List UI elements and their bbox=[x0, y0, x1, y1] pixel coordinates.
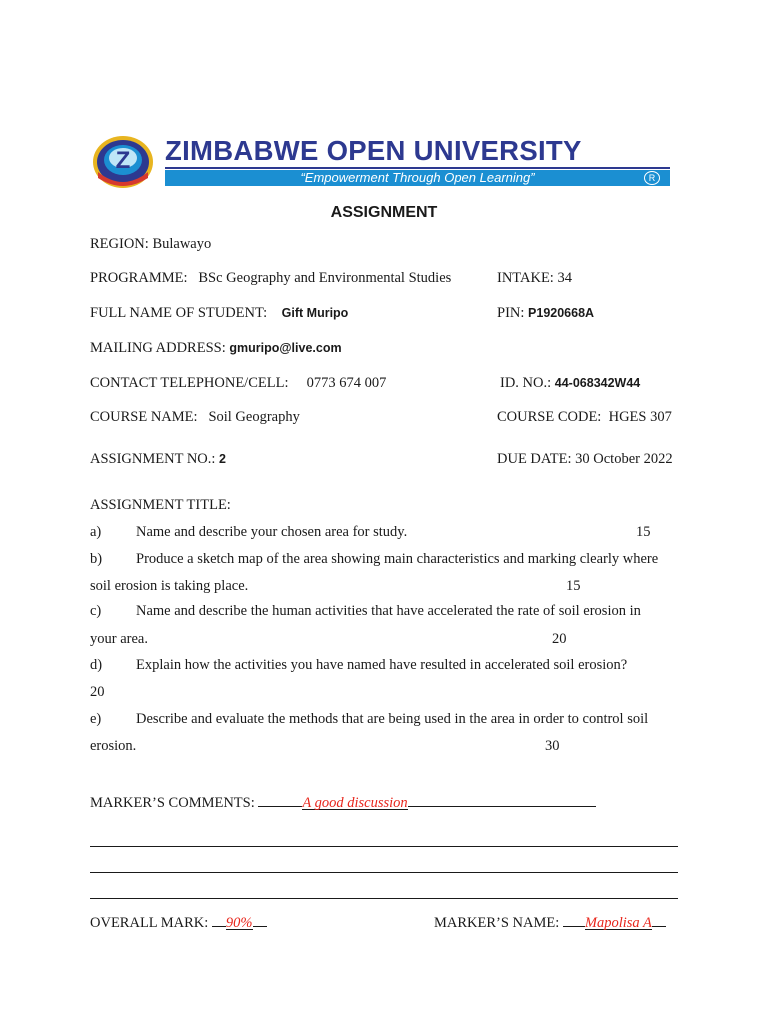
question-text: Explain how the activities you have named have resulted in accelerated soil erosion? bbox=[136, 657, 628, 673]
question-marks: 20 bbox=[90, 684, 105, 700]
university-name: ZIMBABWE OPEN UNIVERSITY bbox=[165, 135, 582, 166]
due-date-row bbox=[497, 451, 673, 468]
course-name-label: COURSE NAME: bbox=[90, 409, 198, 425]
underline-blank bbox=[652, 912, 666, 927]
fullname-row bbox=[90, 305, 348, 322]
registered-mark: R bbox=[644, 171, 660, 185]
marker-name-label: MARKER’S NAME: bbox=[434, 915, 560, 931]
due-date-label: DUE DATE: bbox=[497, 451, 572, 467]
region-value: Bulawayo bbox=[152, 236, 212, 252]
underline-blank bbox=[253, 912, 267, 927]
contact-label: CONTACT TELEPHONE/CELL: bbox=[90, 375, 289, 391]
course-name-row bbox=[90, 409, 300, 426]
comment-line bbox=[90, 898, 678, 899]
contact-value: 0773 674 007 bbox=[306, 375, 387, 391]
marker-name-value: Mapolisa A bbox=[584, 915, 652, 931]
logo-letter: Z bbox=[115, 147, 131, 174]
underline-blank bbox=[212, 912, 226, 927]
contact-row bbox=[90, 375, 386, 392]
assignment-no-label: ASSIGNMENT NO.: bbox=[90, 451, 216, 467]
region-label: REGION: bbox=[90, 236, 149, 252]
programme-row bbox=[90, 270, 451, 287]
id-label: ID. NO.: bbox=[500, 375, 552, 391]
question-letter: e) bbox=[90, 711, 102, 727]
question-text-cont: erosion. bbox=[90, 738, 137, 754]
page-title: ASSIGNMENT bbox=[330, 204, 438, 221]
region-row bbox=[90, 236, 211, 253]
underline-blank bbox=[258, 792, 302, 807]
mailing-row bbox=[90, 340, 342, 357]
overall-mark-row bbox=[90, 912, 267, 932]
header-rule bbox=[165, 167, 670, 169]
question-text-cont: your area. bbox=[90, 631, 148, 647]
question-marks: 15 bbox=[636, 524, 651, 540]
comment-line bbox=[90, 872, 678, 873]
comment-line bbox=[90, 846, 678, 847]
programme-label: PROGRAMME: bbox=[90, 270, 188, 286]
programme-value: BSc Geography and Environmental Studies bbox=[198, 270, 452, 286]
underline-blank bbox=[563, 912, 585, 927]
assignment-title-label: ASSIGNMENT TITLE: bbox=[90, 497, 231, 513]
intake-row bbox=[497, 270, 572, 287]
id-row bbox=[500, 375, 640, 392]
course-name-value: Soil Geography bbox=[208, 409, 300, 425]
mailing-value: gmuripo@live.com bbox=[229, 341, 342, 355]
tagline-bar bbox=[165, 170, 670, 186]
pin-label: PIN: bbox=[497, 305, 525, 321]
marker-comments-label: MARKER’S COMMENTS: bbox=[90, 795, 255, 811]
question-marks: 30 bbox=[545, 738, 560, 754]
due-date-value: 30 October 2022 bbox=[575, 451, 673, 467]
mailing-label: MAILING ADDRESS: bbox=[90, 340, 226, 356]
pin-row bbox=[497, 305, 594, 322]
pin-value: P1920668A bbox=[528, 306, 595, 320]
fullname-label: FULL NAME OF STUDENT: bbox=[90, 305, 268, 321]
question-text: Produce a sketch map of the area showing main characteristics and marking clearly where bbox=[136, 551, 659, 567]
marker-name-row bbox=[434, 912, 666, 932]
tagline: “Empowerment Through Open Learning” bbox=[300, 170, 535, 185]
course-code-label: COURSE CODE: bbox=[497, 409, 602, 425]
fullname-value: Gift Muripo bbox=[281, 306, 349, 320]
intake-label: INTAKE: bbox=[497, 270, 554, 286]
assignment-no-row bbox=[90, 451, 226, 468]
question-letter: a) bbox=[90, 524, 102, 540]
underline-blank bbox=[408, 792, 596, 807]
question-letter: b) bbox=[90, 551, 103, 567]
overall-mark-label: OVERALL MARK: bbox=[90, 915, 209, 931]
question-letter: c) bbox=[90, 603, 102, 619]
course-code-row bbox=[497, 409, 672, 426]
question-text: Name and describe the human activities that have accelerated the rate of soil erosion in bbox=[136, 603, 641, 619]
marker-comments-value: A good discussion bbox=[302, 795, 408, 811]
question-text: Name and describe your chosen area for study. bbox=[136, 524, 408, 540]
question-text: Describe and evaluate the methods that are being used in the area in order to control soil bbox=[136, 711, 649, 727]
question-marks: 20 bbox=[552, 631, 567, 647]
overall-mark-value: 90% bbox=[225, 915, 253, 931]
marker-comments-row bbox=[90, 792, 596, 812]
question-letter: d) bbox=[90, 657, 103, 673]
course-code-value: HGES 307 bbox=[608, 409, 672, 425]
intake-value: 34 bbox=[557, 270, 572, 286]
question-marks: 15 bbox=[566, 578, 581, 594]
id-value: 44-068342W44 bbox=[554, 376, 641, 390]
assignment-no-value: 2 bbox=[219, 452, 226, 466]
university-logo bbox=[92, 134, 154, 190]
question-text-cont: soil erosion is taking place. bbox=[90, 578, 249, 594]
